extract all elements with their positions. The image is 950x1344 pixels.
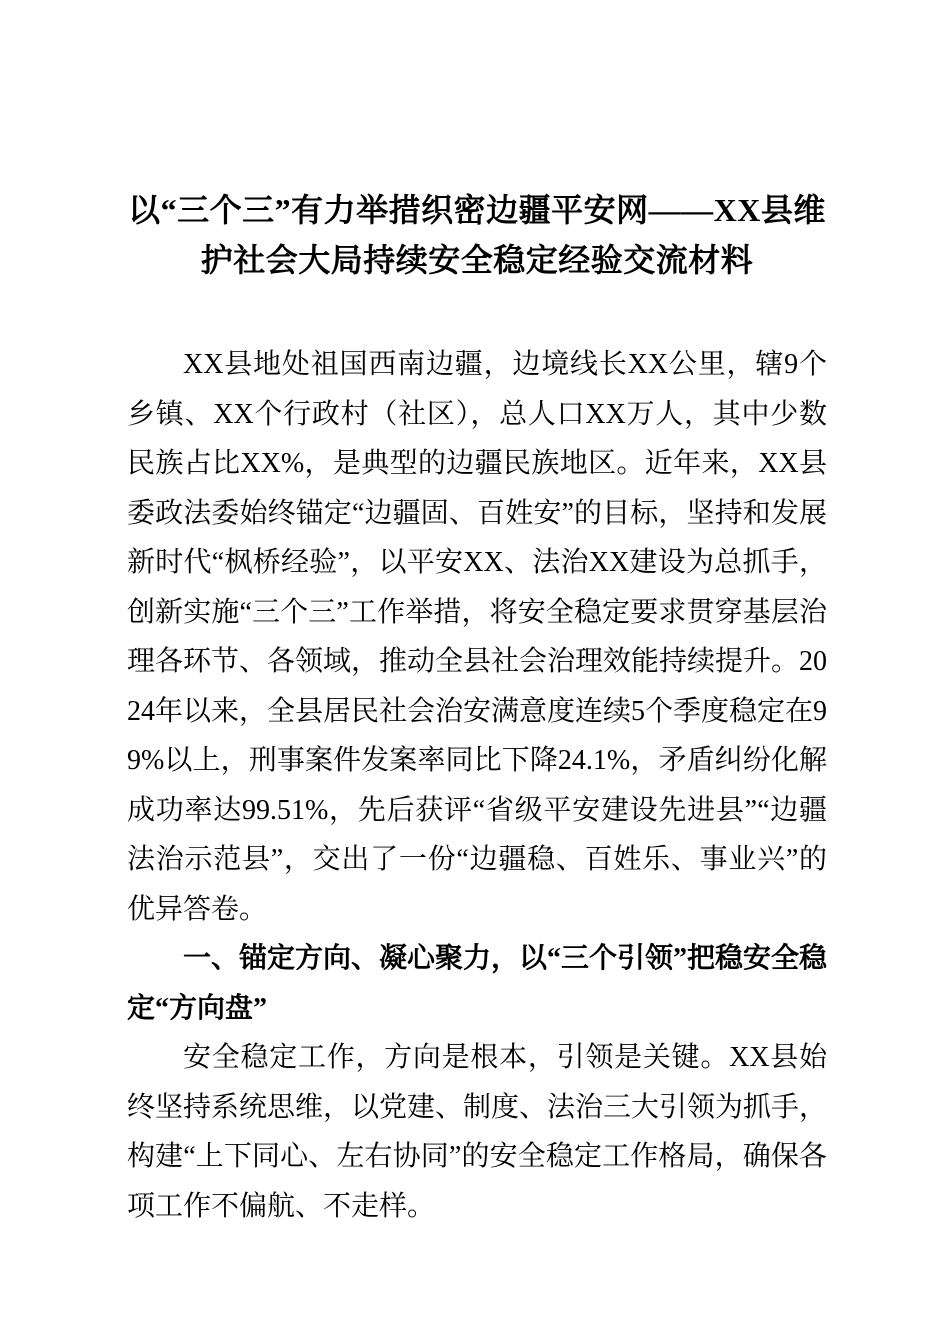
intro-paragraph: XX县地处祖国西南边疆，边境线长XX公里，辖9个乡镇、XX个行政村（社区），总人口XX万人，其中少数民族占比XX%，是典型的边疆民族地区。近年来，XX县委政法委始终锚定“边疆固、百姓安”的目标，坚持和发展新时代“枫桥经验”，以平安XX、法治XX建设为总抓手，创新实施“三个三”工作举措，将安全稳定要求贯穿基层治理各环节、各领域，推动全县社会治理效能持续提升。2024年以来，全县居民社会治安满意度连续5个季度稳定在99%以上，刑事案件发案率同比下降24.1%，矛盾纠纷化解成功率达99.51%，先后获评“省级平安建设先进县”“边疆法治示范县”，交出了一份“边疆稳、百姓乐、事业兴”的优异答卷。 xyxy=(127,349,828,925)
section-1-heading: 一、锚定方向、凝心聚力，以“三个引领”把稳安全稳定“方向盘” xyxy=(127,943,828,1024)
document-title: 以“三个三”有力举措织密边疆平安网——XX县维护社会大局持续安全稳定经验交流材料 xyxy=(128,192,826,278)
section-1-paragraph: 安全稳定工作，方向是根本，引领是关键。XX县始终坚持系统思维，以党建、制度、法治三大引领为抓手，构建“上下同心、左右协同”的安全稳定工作格局，确保各项工作不偏航、不走样。 xyxy=(127,1042,828,1222)
